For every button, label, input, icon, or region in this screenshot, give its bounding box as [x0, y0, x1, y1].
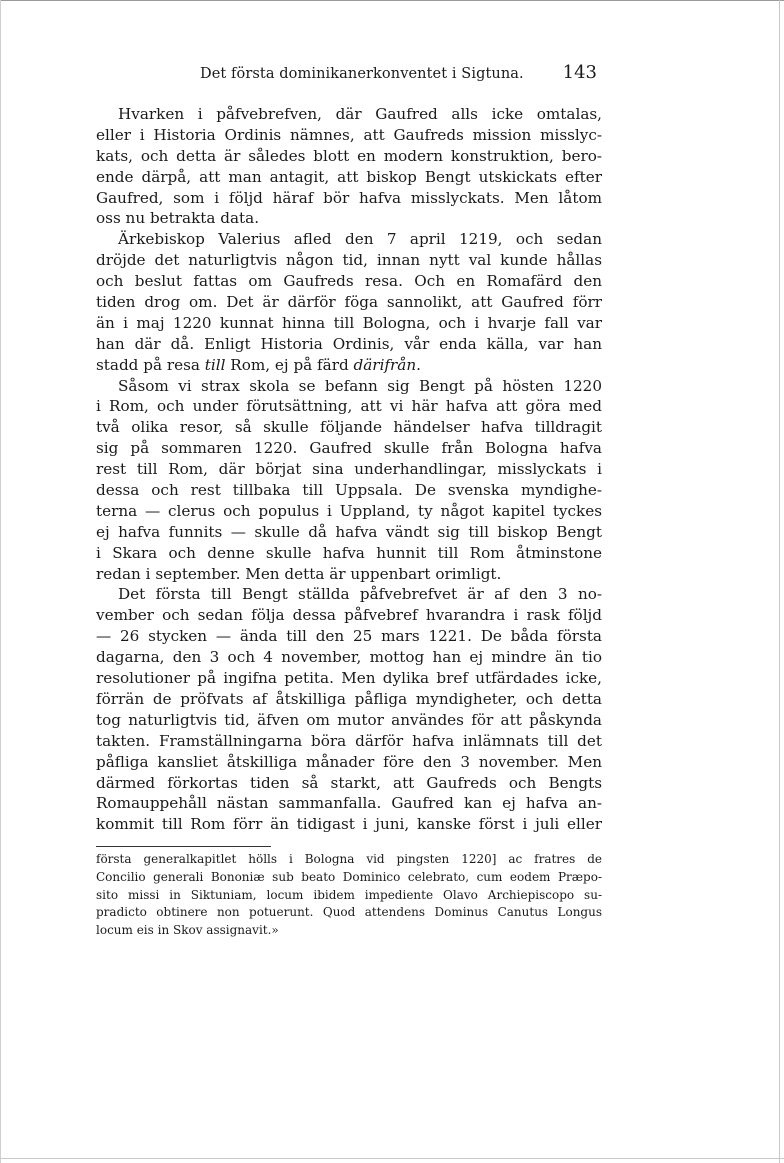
text-line: terna — clerus och populus i Uppland, ty något kapitel tyckes [96, 501, 602, 520]
running-title: Det första dominikanerkonventet i Sigtuna. [200, 66, 524, 82]
footnote-rule [96, 846, 271, 847]
footnote-line: locum eis in Skov assignavit.» [96, 923, 279, 938]
text-line: Romauppehåll nästan sammanfalla. Gaufred kan ej hafva an- [96, 794, 602, 813]
text-line: takten. Framställningarna böra därför hafva inlämnats till det [96, 731, 602, 750]
text-line: än i maj 1220 kunnat hinna till Bologna, och i hvarje fall var [96, 313, 602, 332]
text-line: Gaufred, som i följd häraf bör hafva misslyckats. Men låtom [96, 188, 602, 207]
text-line: i Rom, och under förutsättning, att vi här hafva att göra med [96, 397, 602, 416]
text-fragment: stadd på resa [96, 355, 205, 374]
text-line: ende därpå, att man antagit, att biskop Bengt utskickats efter [96, 167, 602, 186]
text-line: Såsom vi strax skola se befann sig Bengt på hösten 1220 [118, 376, 602, 395]
footnote-line: sito missi in Siktuniam, locum ibidem impediente Olavo Archiepiscopo su- [96, 887, 602, 902]
scan-edge-bottom [0, 1158, 784, 1159]
text-line: kommit till Rom förr än tidigast i juni, kanske först i juli eller [96, 815, 602, 834]
text-line: sig på sommaren 1220. Gaufred skulle från Bologna hafva [96, 439, 602, 458]
italic-word: till [204, 355, 226, 374]
body-text [96, 104, 602, 835]
text-line: dagarna, den 3 och 4 november, mottog han ej mindre än tio [96, 648, 602, 667]
scan-edge-top [0, 0, 784, 1]
text-fragment: . [416, 355, 421, 374]
text-line: vember och sedan följa dessa påfvebref hvarandra i rask följd [96, 606, 602, 625]
text-line: oss nu betrakta data. [96, 209, 260, 228]
scan-edge-right [779, 0, 780, 1163]
text-line: eller i Historia Ordinis nämnes, att Gaufreds mission misslyc- [96, 125, 602, 144]
footnote-line: första generalkapitlet hölls i Bologna vid pingsten 1220] ac fratres de [96, 852, 602, 866]
text-line: resolutioner på ingifna petita. Men dylika bref utfärdades icke, [96, 669, 602, 688]
text-line: ej hafva funnits — skulle då hafva vändt sig till biskop Bengt [96, 522, 602, 541]
italic-word: därifrån [353, 355, 417, 374]
text-line: i Skara och denne skulle hafva hunnit till Rom åtminstone [96, 543, 602, 562]
text-line: påfliga kansliet åtskilliga månader före den 3 november. Men [96, 752, 602, 771]
text-line: kats, och detta är således blott en modern konstruktion, bero- [96, 146, 602, 165]
text-line: han där då. Enligt Historia Ordinis, vår enda källa, var han [96, 334, 602, 353]
text-line: förrän de pröfvats af åtskilliga påfliga myndigheter, och detta [96, 689, 602, 708]
text-line: Hvarken i påfvebrefven, där Gaufred alls icke omtalas, [118, 105, 602, 123]
text-fragment: Rom, ej på färd [225, 355, 354, 374]
text-line: därmed förkortas tiden så starkt, att Gaufreds och Bengts [96, 773, 602, 792]
text-line: dessa och rest tillbaka till Uppsala. De svenska myndighe- [96, 481, 602, 500]
text-line: och beslut fattas om Gaufreds resa. Och en Romafärd den [96, 272, 602, 291]
text-line: tiden drog om. Det är därför föga sannolikt, att Gaufred förr [96, 293, 602, 312]
text-line: två olika resor, så skulle följande händelser hafva tilldragit [96, 418, 602, 437]
text-line: dröjde det naturligtvis någon tid, innan nytt val kunde hållas [96, 251, 602, 270]
footnote [96, 851, 602, 940]
page-number: 143 [562, 62, 597, 83]
footnote-line: Concilio generali Bononiæ sub beato Dominico celebrato, cum eodem Præpo- [96, 869, 602, 884]
text-line: rest till Rom, där börjat sina underhandlingar, misslyckats i [96, 460, 602, 479]
running-head [96, 62, 601, 88]
scan-edge-left [0, 0, 1, 1163]
text-line [96, 355, 602, 376]
text-line: Ärkebiskop Valerius afled den 7 april 1219, och sedan [118, 230, 602, 249]
text-line: tog naturligtvis tid, äfven om mutor användes för att påskynda [96, 710, 602, 729]
text-line: — 26 stycken — ända till den 25 mars 1221. De båda första [96, 627, 602, 646]
text-line: redan i september. Men detta är uppenbart orimligt. [96, 564, 502, 583]
footnote-line: pradicto obtinere non potuerunt. Quod attendens Dominus Canutus Longus [96, 905, 602, 920]
text-line: Det första till Bengt ställda påfvebrefvet är af den 3 no- [118, 585, 602, 604]
